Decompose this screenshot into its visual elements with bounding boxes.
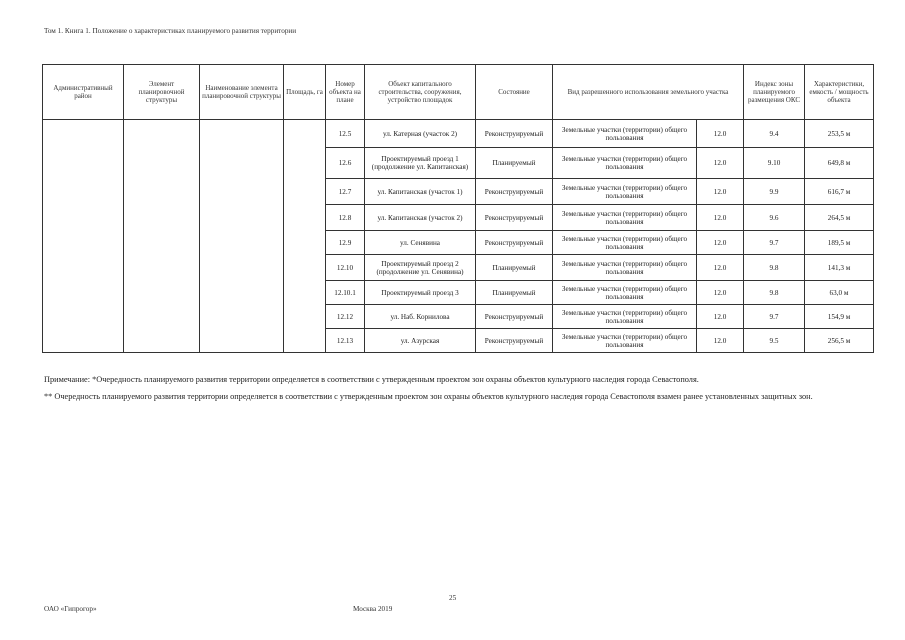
footer-organization: ОАО «Гипрогор»: [44, 605, 97, 613]
cell-capacity: 253,5 м: [805, 120, 874, 148]
document-header: Том 1. Книга 1. Положение о характеристиках планируемого развития территории: [44, 27, 297, 35]
cell-zone-index: 9.6: [744, 205, 805, 231]
col-header-element-name: Наименование элемента планировочной структуры: [200, 65, 284, 120]
cell-zone-index: 9.10: [744, 148, 805, 179]
col-header-capacity: Характеристики, емкость / мощность объекта: [805, 65, 874, 120]
col-header-element: Элемент планировочной структуры: [124, 65, 200, 120]
cell-object: ул. Катерная (участок 2): [365, 120, 476, 148]
cell-state: Планируемый: [476, 281, 553, 305]
cell-zone-index: 9.7: [744, 231, 805, 255]
cell-zone-index: 9.5: [744, 329, 805, 353]
cell-use-code: 12.0: [697, 120, 744, 148]
cell-use-code: 12.0: [697, 205, 744, 231]
cell-object-number: 12.6: [326, 148, 365, 179]
col-header-state: Состояние: [476, 65, 553, 120]
cell-land-use: Земельные участки (территории) общего пользования: [553, 179, 697, 205]
cell-land-use: Земельные участки (территории) общего пользования: [553, 231, 697, 255]
cell-land-use: Земельные участки (территории) общего пользования: [553, 120, 697, 148]
objects-table: [42, 64, 874, 353]
cell-zone-index: 9.7: [744, 305, 805, 329]
cell-land-use: Земельные участки (территории) общего пользования: [553, 148, 697, 179]
cell-capacity: 63,0 м: [805, 281, 874, 305]
cell-element: [124, 120, 200, 353]
footer-city-year: Москва 2019: [353, 605, 393, 613]
col-header-area: Площадь, га: [284, 65, 326, 120]
cell-land-use: Земельные участки (территории) общего пользования: [553, 305, 697, 329]
cell-state: Реконструируемый: [476, 305, 553, 329]
page-number: 25: [449, 594, 457, 602]
col-header-land-use: Вид разрешенного использования земельного участка: [553, 65, 744, 120]
cell-zone-index: 9.9: [744, 179, 805, 205]
cell-capacity: 154,9 м: [805, 305, 874, 329]
col-header-zone-index: Индекс зоны планируемого размещения ОКС: [744, 65, 805, 120]
cell-object: Проектируемый проезд 2 (продолжение ул. Сенявина): [365, 255, 476, 281]
cell-element-name: [200, 120, 284, 353]
cell-district: [43, 120, 124, 353]
cell-state: Планируемый: [476, 148, 553, 179]
cell-capacity: 649,8 м: [805, 148, 874, 179]
cell-zone-index: 9.4: [744, 120, 805, 148]
cell-object-number: 12.13: [326, 329, 365, 353]
cell-use-code: 12.0: [697, 255, 744, 281]
cell-object: ул. Азурская: [365, 329, 476, 353]
cell-object: ул. Капитанская (участок 1): [365, 179, 476, 205]
col-header-object-number: Номер объекта на плане: [326, 65, 365, 120]
cell-use-code: 12.0: [697, 329, 744, 353]
cell-capacity: 256,5 м: [805, 329, 874, 353]
table-row: [43, 120, 874, 148]
cell-object-number: 12.9: [326, 231, 365, 255]
cell-use-code: 12.0: [697, 179, 744, 205]
cell-capacity: 264,5 м: [805, 205, 874, 231]
cell-land-use: Земельные участки (территории) общего пользования: [553, 205, 697, 231]
cell-land-use: Земельные участки (территории) общего пользования: [553, 329, 697, 353]
cell-zone-index: 9.8: [744, 281, 805, 305]
cell-object-number: 12.12: [326, 305, 365, 329]
cell-capacity: 616,7 м: [805, 179, 874, 205]
cell-state: Реконструируемый: [476, 231, 553, 255]
cell-use-code: 12.0: [697, 231, 744, 255]
cell-land-use: Земельные участки (территории) общего пользования: [553, 281, 697, 305]
cell-state: Реконструируемый: [476, 205, 553, 231]
cell-zone-index: 9.8: [744, 255, 805, 281]
cell-object: ул. Наб. Корнилова: [365, 305, 476, 329]
cell-use-code: 12.0: [697, 281, 744, 305]
notes-block: [44, 374, 859, 408]
cell-land-use: Земельные участки (территории) общего пользования: [553, 255, 697, 281]
note-second: ** Очередность планируемого развития территории определяется в соответствии с утвержденным проектом зон охраны объектов культурного наследия города Севастополя взамен ранее установленных защитных зон.: [44, 392, 813, 401]
cell-use-code: 12.0: [697, 148, 744, 179]
cell-state: Реконструируемый: [476, 329, 553, 353]
cell-object-number: 12.10.1: [326, 281, 365, 305]
cell-object: ул. Капитанская (участок 2): [365, 205, 476, 231]
cell-object: Проектируемый проезд 1 (продолжение ул. Капитанская): [365, 148, 476, 179]
col-header-object: Объект капитального строительства, сооружения, устройство площадок: [365, 65, 476, 120]
cell-use-code: 12.0: [697, 305, 744, 329]
cell-area: [284, 120, 326, 353]
note-first: Примечание: *Очередность планируемого развития территории определяется в соответствии с утвержденным проектом зон охраны объектов культурного наследия города Севастополя.: [44, 375, 699, 384]
cell-object: Проектируемый проезд 3: [365, 281, 476, 305]
cell-object-number: 12.10: [326, 255, 365, 281]
cell-state: Планируемый: [476, 255, 553, 281]
table-header-row: [43, 65, 874, 120]
cell-object-number: 12.5: [326, 120, 365, 148]
cell-state: Реконструируемый: [476, 120, 553, 148]
cell-object: ул. Сенявина: [365, 231, 476, 255]
cell-capacity: 141,3 м: [805, 255, 874, 281]
cell-capacity: 189,5 м: [805, 231, 874, 255]
col-header-district: Административный район: [43, 65, 124, 120]
cell-state: Реконструируемый: [476, 179, 553, 205]
cell-object-number: 12.8: [326, 205, 365, 231]
cell-object-number: 12.7: [326, 179, 365, 205]
